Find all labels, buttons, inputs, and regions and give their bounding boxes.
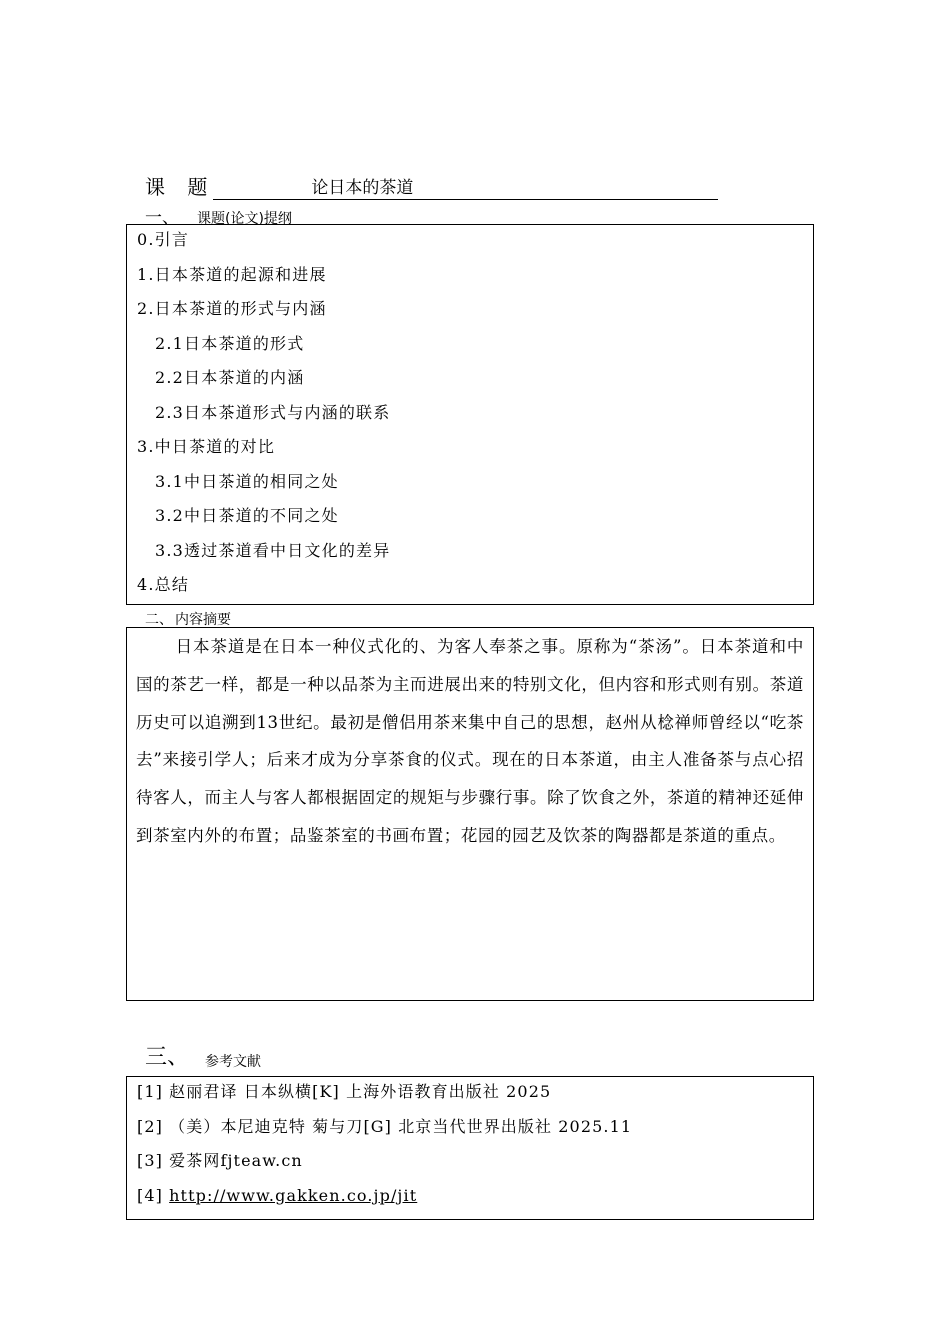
reference-text: （美）本尼迪克特 菊与刀[G] 北京当代世界出版社 2025.11 [169,1116,633,1136]
section3-title: 参考文献 [205,1054,262,1070]
outline-item: 3.3透过茶道看中日文化的差异 [155,540,391,560]
outline-item: 0.引言 [137,230,190,249]
reference-text: 爱茶网fjteaw.cn [169,1151,303,1170]
outline-item: 2.1日本茶道的形式 [155,333,305,353]
section3-number: 三、 [145,1045,190,1070]
title-underline [213,175,718,200]
reference-item [127,1183,813,1218]
reference-number: [3] [137,1151,163,1170]
outline-item: 2.2日本茶道的内涵 [155,368,305,387]
section2-number: 二、 [145,612,173,628]
reference-link[interactable]: http://www.gakken.co.jp/jit [169,1185,418,1205]
section3-heading [145,1040,261,1071]
reference-number: [1] [137,1082,163,1101]
outline-item: 3.2中日茶道的不同之处 [155,506,339,525]
section1-title: 课题(论文)提纲 [197,211,292,227]
summary-box [126,627,814,1001]
title-text: 论日本的茶道 [311,178,414,198]
outline-item: 3.1中日茶道的相同之处 [155,471,339,491]
section2-heading [145,609,231,629]
references-box [126,1076,814,1220]
section2-title: 内容摘要 [175,612,231,628]
section1-number: 一、 [145,208,179,228]
outline-item: 4.总结 [137,575,190,594]
title-row [145,174,718,200]
reference-text: 赵丽君译 日本纵横[K] 上海外语教育出版社 2025 [169,1082,552,1101]
outline-box [126,224,814,605]
outline-item: 2.3日本茶道形式与内涵的联系 [155,402,391,422]
reference-number: [4] [137,1185,163,1205]
reference-item [127,1079,813,1114]
summary-text: 日本茶道是在日本一种仪式化的、为客人奉茶之事。原称为“茶汤”。日本茶道和中国的茶艺一样，都是一种以品茶为主而进展出来的特别文化，但内容和形式则有别。茶道历史可以追溯到13世纪。最初是僧侣用茶来集中自己的思想，赵州从棯禅师曾经以“吃茶去”来接引学人；后来才成为分享茶食的仪式。现在的日本茶道，由主人准备茶与点心招待客人，而主人与客人都根据固定的规矩与步骤行事。除了饮食之外，茶道的精神还延伸到茶室内外的布置；品鉴茶室的书画布置；花园的园艺及饮茶的陶器都是茶道的重点。 [136,637,804,845]
outline-item: 3.中日茶道的对比 [137,437,276,456]
outline-item: 1.日本茶道的起源和进展 [137,264,327,284]
reference-item [127,1148,813,1183]
reference-number: [2] [137,1116,163,1136]
outline-item: 2.日本茶道的形式与内涵 [137,299,327,318]
title-label: 课 题 [145,175,216,199]
reference-item [127,1114,813,1149]
